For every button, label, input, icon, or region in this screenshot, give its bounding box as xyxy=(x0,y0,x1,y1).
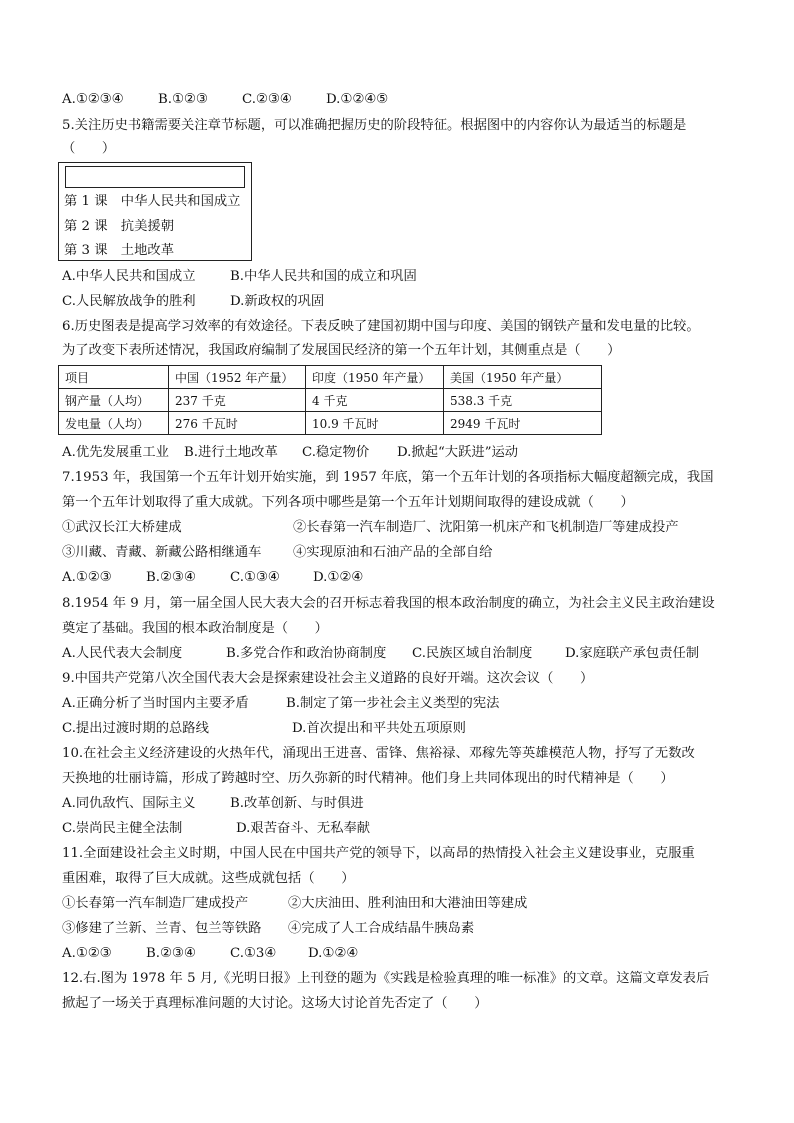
q11-option-b[interactable]: B.②③④ xyxy=(146,946,196,961)
q11-option-a[interactable]: A.①②③ xyxy=(62,946,112,961)
q11-item-1: ①长春第一汽车制造厂建成投产 xyxy=(62,896,249,911)
table-cell: 237 千克 xyxy=(169,389,306,412)
q6-option-d[interactable]: D.掀起“大跃进”运动 xyxy=(397,445,519,460)
q8-stem-line1: 8.1954 年 9 月，第一届全国人民大表大会的召开标志着我国的根本政治制度的确立，为社会主义民主政治建设 xyxy=(62,596,715,611)
q5-lesson-2: 第 2 课 抗美援朝 xyxy=(64,219,174,234)
table-header-row xyxy=(59,366,602,389)
table-cell: 538.3 千克 xyxy=(444,389,602,412)
q8-option-b[interactable]: B.多党合作和政治协商制度 xyxy=(226,646,387,661)
q4-option-d[interactable]: D.①②④⑤ xyxy=(326,92,389,107)
q9-option-d[interactable]: D.首次提出和平共处五项原则 xyxy=(292,721,466,736)
q12-stem-line1: 12.右.图为 1978 年 5 月,《光明日报》上刊登的题为《实践是检验真理的唯一标准》的文章。这篇文章发表后 xyxy=(62,971,710,986)
q7-option-d[interactable]: D.①②④ xyxy=(313,570,364,585)
q6-option-b[interactable]: B.进行土地改革 xyxy=(184,445,278,460)
q7-items-row1 xyxy=(62,520,679,536)
q11-option-c[interactable]: C.①3④ xyxy=(230,946,277,961)
q7-item-3: ③川藏、青藏、新藏公路相继通车 xyxy=(62,545,262,560)
q6-option-c[interactable]: C.稳定物价 xyxy=(302,445,370,460)
q7-option-b[interactable]: B.②③④ xyxy=(146,570,196,585)
q5-options-row1 xyxy=(62,269,417,285)
q5-stem-line1: 5.关注历史书籍需要关注章节标题，可以准确把握历史的阶段特征。根据图中的内容你认为最适当的标题是 xyxy=(62,118,687,133)
q4-option-c[interactable]: C.②③④ xyxy=(242,92,292,107)
table-row xyxy=(59,389,602,412)
q5-options-row2 xyxy=(62,294,324,310)
q9-option-c[interactable]: C.提出过渡时期的总路线 xyxy=(62,721,209,736)
q11-items-row2 xyxy=(62,921,474,937)
q10-stem-line1: 10.在社会主义经济建设的火热年代，涌现出王进喜、雷锋、焦裕禄、邓稼先等英雄模范人物，抒写了无数改 xyxy=(62,746,695,761)
q10-option-a[interactable]: A.同仇敌忾、国际主义 xyxy=(62,796,196,811)
table-header-cell: 美国（1950 年产量） xyxy=(444,366,602,389)
q10-stem-line2: 天换地的壮丽诗篇，形成了跨越时空、历久弥新的时代精神。他们身上共同体现出的时代精神是（ ） xyxy=(62,771,674,786)
table-cell: 276 千瓦时 xyxy=(169,412,306,435)
q5-lesson-3: 第 3 课 土地改革 xyxy=(64,243,174,258)
q5-option-a[interactable]: A.中华人民共和国成立 xyxy=(62,269,196,284)
q11-item-4: ④完成了人工合成结晶牛胰岛素 xyxy=(288,921,475,936)
q10-options-row2 xyxy=(62,821,370,837)
table-cell: 钢产量（人均） xyxy=(59,389,169,412)
table-row xyxy=(59,412,602,435)
q7-item-1: ①武汉长江大桥建成 xyxy=(62,520,182,535)
q7-stem-line2: 第一个五年计划取得了重大成就。下列各项中哪些是第一个五年计划期间取得的建设成就（ ） xyxy=(62,495,634,510)
q10-option-c[interactable]: C.崇尚民主健全法制 xyxy=(62,821,183,836)
table-cell: 发电量（人均） xyxy=(59,412,169,435)
q5-option-b[interactable]: B.中华人民共和国的成立和巩固 xyxy=(230,269,417,284)
q10-option-d[interactable]: D.艰苦奋斗、无私奉献 xyxy=(236,821,371,836)
q7-option-c[interactable]: C.①③④ xyxy=(230,570,280,585)
table-header-cell: 项目 xyxy=(59,366,169,389)
q9-option-a[interactable]: A.正确分析了当时国内主要矛盾 xyxy=(62,696,249,711)
table-cell: 4 千克 xyxy=(306,389,444,412)
q8-stem-line2: 奠定了基础。我国的根本政治制度是（ ） xyxy=(62,621,328,636)
q9-options-row1 xyxy=(62,696,499,712)
q11-options xyxy=(62,946,358,962)
q10-options-row1 xyxy=(62,796,364,812)
q9-options-row2 xyxy=(62,721,466,737)
table-cell: 2949 千瓦时 xyxy=(444,412,602,435)
q11-items-row1 xyxy=(62,896,527,912)
q10-option-b[interactable]: B.改革创新、与时俱进 xyxy=(230,796,364,811)
q7-item-4: ④实现原油和石油产品的全部自给 xyxy=(293,545,493,560)
q9-stem-line1: 9.中国共产党第八次全国代表大会是探索建设社会主义道路的良好开端。这次会议（ ） xyxy=(62,671,594,686)
q7-options xyxy=(62,570,363,586)
q11-option-d[interactable]: D.①②④ xyxy=(308,946,359,961)
q12-stem-line2: 掀起了一场关于真理标准问题的大讨论。这场大讨论首先否定了（ ） xyxy=(62,996,488,1011)
q6-data-table xyxy=(58,365,602,435)
q8-option-c[interactable]: C.民族区域自治制度 xyxy=(412,646,533,661)
q7-item-2: ②长春第一汽车制造厂、沈阳第一机床产和飞机制造厂等建成投产 xyxy=(293,520,679,535)
q8-options xyxy=(62,646,699,662)
q11-stem-line1: 11.全面建设社会主义时期，中国人民在中国共产党的领导下，以高昂的热情投入社会主义建设事业，克服重 xyxy=(62,846,695,861)
q6-stem-line2: 为了改变下表所述情况，我国政府编制了发展国民经济的第一个五年计划，其侧重点是（ ） xyxy=(62,343,621,358)
q4-options xyxy=(62,92,388,108)
q6-stem-line1: 6.历史图表是提高学习效率的有效途径。下表反映了建国初期中国与印度、美国的钢铁产量和发电量的比较。 xyxy=(62,319,700,334)
q8-option-d[interactable]: D.家庭联产承包责任制 xyxy=(565,646,700,661)
q11-stem-line2: 重困难，取得了巨大成就。这些成就包括（ ） xyxy=(62,871,355,886)
q5-option-d[interactable]: D.新政权的巩固 xyxy=(230,294,325,309)
q5-option-c[interactable]: C.人民解放战争的胜利 xyxy=(62,294,196,309)
q4-option-a[interactable]: A.①②③④ xyxy=(62,92,124,107)
q8-option-a[interactable]: A.人民代表大会制度 xyxy=(62,646,183,661)
q11-item-3: ③修建了兰新、兰青、包兰等铁路 xyxy=(62,921,262,936)
q7-items-row2 xyxy=(62,545,492,561)
q5-stem-line2: （ ） xyxy=(62,141,116,156)
q5-lesson-1: 第 1 课 中华人民共和国成立 xyxy=(64,194,241,209)
q5-chapter-box xyxy=(58,162,252,261)
q5-title-blank xyxy=(65,166,245,188)
table-header-cell: 印度（1950 年产量） xyxy=(306,366,444,389)
q11-item-2: ②大庆油田、胜利油田和大港油田等建成 xyxy=(288,896,528,911)
q7-stem-line1: 7.1953 年，我国第一个五年计划开始实施，到 1957 年底，第一个五年计划的各项指标大幅度超额完成，我国 xyxy=(62,470,714,485)
q9-option-b[interactable]: B.制定了第一步社会主义类型的宪法 xyxy=(286,696,500,711)
table-cell: 10.9 千瓦时 xyxy=(306,412,444,435)
table-header-cell: 中国（1952 年产量） xyxy=(169,366,306,389)
q7-option-a[interactable]: A.①②③ xyxy=(62,570,112,585)
q4-option-b[interactable]: B.①②③ xyxy=(158,92,208,107)
q6-option-a[interactable]: A.优先发展重工业 xyxy=(62,445,169,460)
q6-options xyxy=(62,445,518,461)
